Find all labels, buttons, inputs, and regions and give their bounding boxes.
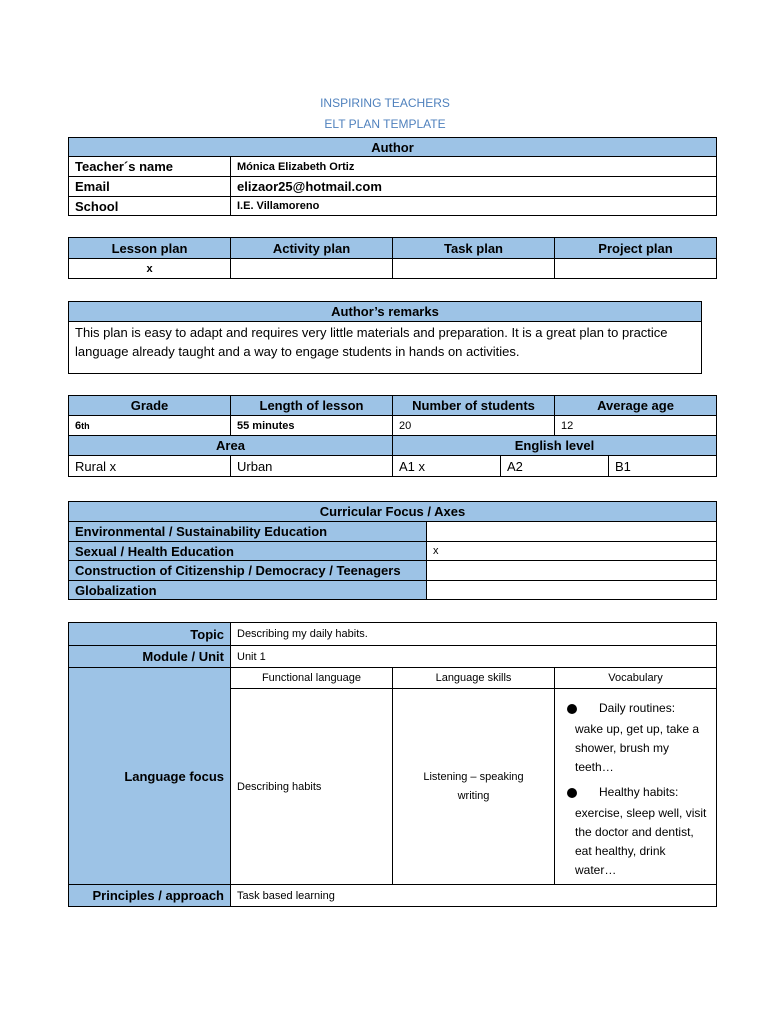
vocabulary-header: Vocabulary bbox=[555, 668, 717, 689]
vocab-healthy-title: Healthy habits: bbox=[599, 785, 679, 799]
plan-type-activity: Activity plan bbox=[231, 238, 393, 259]
plan-mark-lesson: x bbox=[69, 259, 231, 279]
remarks-table bbox=[68, 301, 702, 374]
vocab-item-daily bbox=[567, 699, 708, 718]
curricular-row-globalization: Globalization bbox=[69, 581, 427, 600]
curricular-mark-globalization bbox=[427, 581, 717, 600]
level-a1: A1 x bbox=[393, 456, 501, 477]
header-line-1: INSPIRING TEACHERS bbox=[320, 96, 450, 110]
area-urban: Urban bbox=[231, 456, 393, 477]
module-value: Unit 1 bbox=[231, 646, 717, 668]
level-b1: B1 bbox=[609, 456, 717, 477]
lesson-table bbox=[68, 622, 717, 907]
topic-value: Describing my daily habits. bbox=[231, 623, 717, 646]
header-line-2: ELT PLAN TEMPLATE bbox=[324, 117, 446, 131]
curricular-table bbox=[68, 501, 717, 600]
author-table bbox=[68, 137, 717, 216]
area-heading: Area bbox=[69, 436, 393, 456]
length-value: 55 minutes bbox=[231, 416, 393, 436]
class-info-table bbox=[68, 395, 717, 477]
bullet-icon bbox=[567, 788, 577, 798]
teacher-name-label: Teacher´s name bbox=[69, 157, 231, 177]
grade-suffix: th bbox=[81, 420, 90, 431]
grade-header: Grade bbox=[69, 396, 231, 416]
curricular-row-environmental: Environmental / Sustainability Education bbox=[69, 522, 427, 542]
plan-mark-task bbox=[393, 259, 555, 279]
plan-type-table bbox=[68, 237, 717, 279]
functional-language-header: Functional language bbox=[231, 668, 393, 689]
curricular-mark-citizenship bbox=[427, 561, 717, 581]
students-value: 20 bbox=[393, 416, 555, 436]
plan-type-project: Project plan bbox=[555, 238, 717, 259]
school-value: I.E. Villamoreno bbox=[231, 197, 717, 216]
email-label: Email bbox=[69, 177, 231, 197]
principles-label: Principles / approach bbox=[69, 885, 231, 907]
principles-value: Task based learning bbox=[231, 885, 717, 907]
language-skills-header: Language skills bbox=[393, 668, 555, 689]
topic-label: Topic bbox=[69, 623, 231, 646]
bullet-icon bbox=[567, 704, 577, 714]
curricular-row-citizenship: Construction of Citizenship / Democracy / Teenagers bbox=[69, 561, 427, 581]
plan-type-task: Task plan bbox=[393, 238, 555, 259]
teacher-name-value: Mónica Elizabeth Ortiz bbox=[231, 157, 717, 177]
vocab-daily-title: Daily routines: bbox=[599, 701, 676, 715]
curricular-row-sexual-health: Sexual / Health Education bbox=[69, 542, 427, 561]
functional-language-value: Describing habits bbox=[231, 689, 393, 885]
plan-mark-project bbox=[555, 259, 717, 279]
plan-mark-activity bbox=[231, 259, 393, 279]
vocabulary-cell bbox=[555, 689, 717, 885]
module-label: Module / Unit bbox=[69, 646, 231, 668]
vocab-item-healthy bbox=[567, 783, 708, 802]
vocab-healthy-text: exercise, sleep well, visit the doctor and dentist, eat healthy, drink water… bbox=[575, 806, 707, 877]
plan-type-lesson: Lesson plan bbox=[69, 238, 231, 259]
level-a2: A2 bbox=[501, 456, 609, 477]
school-label: School bbox=[69, 197, 231, 216]
length-header: Length of lesson bbox=[231, 396, 393, 416]
grade-value bbox=[69, 416, 231, 436]
age-value: 12 bbox=[555, 416, 717, 436]
english-level-heading: English level bbox=[393, 436, 717, 456]
email-value: elizaor25@hotmail.com bbox=[231, 177, 717, 197]
curricular-mark-environmental bbox=[427, 522, 717, 542]
remarks-text: This plan is easy to adapt and requires very little materials and preparation. It is a great plan to practice language already taught and a way to engage students in hands on activities. bbox=[69, 322, 702, 374]
students-header: Number of students bbox=[393, 396, 555, 416]
curricular-heading: Curricular Focus / Axes bbox=[69, 502, 717, 522]
curricular-mark-sexual-health: x bbox=[427, 542, 717, 561]
author-heading: Author bbox=[69, 138, 717, 157]
vocab-daily-text: wake up, get up, take a shower, brush my teeth… bbox=[575, 722, 700, 774]
remarks-heading: Author’s remarks bbox=[69, 302, 702, 322]
age-header: Average age bbox=[555, 396, 717, 416]
area-rural: Rural x bbox=[69, 456, 231, 477]
language-skills-value: Listening – speaking writing bbox=[393, 689, 555, 885]
grade-number: 6 bbox=[75, 419, 82, 432]
language-focus-label: Language focus bbox=[69, 668, 231, 885]
